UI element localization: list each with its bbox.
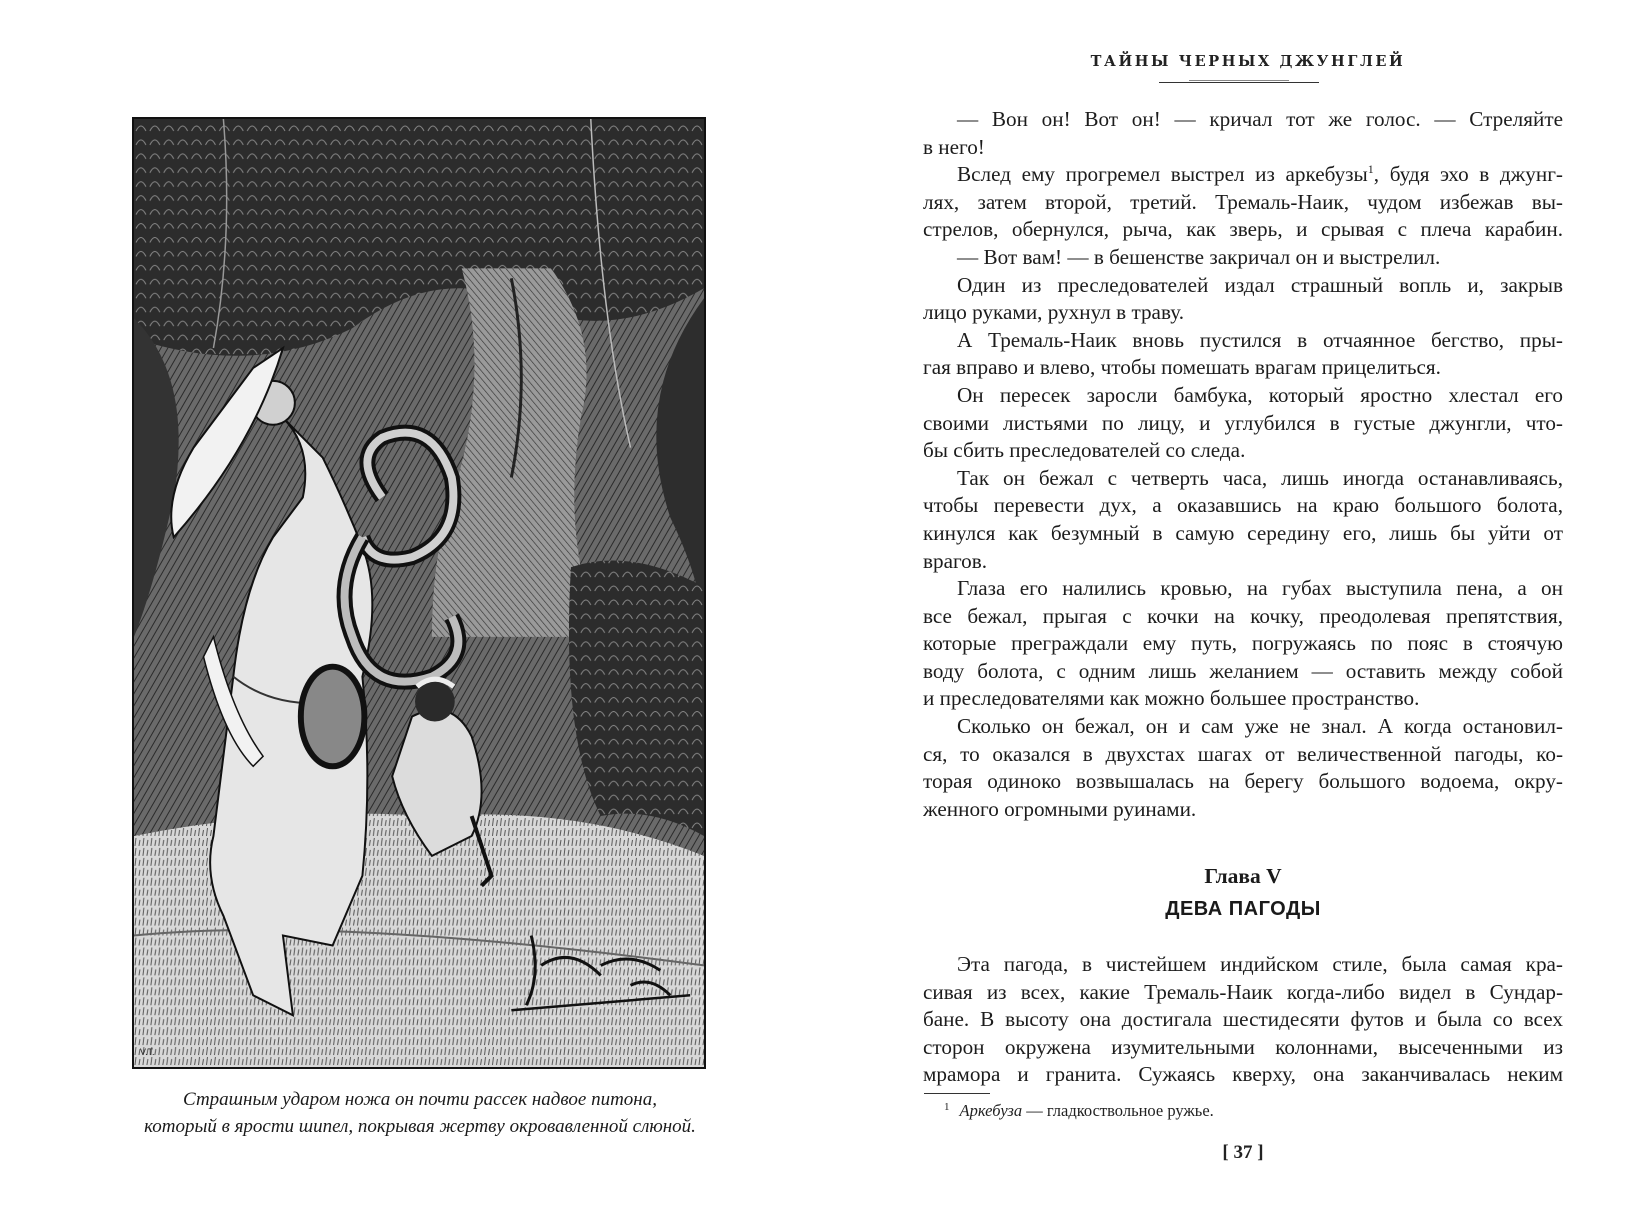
text-line: сивая из всех, какие Тремаль-Наик когда-либо видел в Сундар- bbox=[923, 979, 1563, 1004]
text-line: кинулся как безумный в самую середину его, лишь бы уйти от bbox=[923, 520, 1563, 545]
text-line: стрелов, обернулся, рыча, как зверь, и срывая с плеча карабин. bbox=[923, 217, 1563, 242]
text-line: и преследователями как можно большее пространство. bbox=[923, 686, 1420, 711]
text-line: своими листьями по лицу, и углубился в густые джунгли, что- bbox=[923, 410, 1563, 435]
text-line: лях, затем второй, третий. Тремаль-Наик, чудом избежав вы- bbox=[923, 189, 1563, 214]
text-line: бане. В высоту она достигала шестидесяти футов и была со всех bbox=[923, 1007, 1563, 1032]
footnote-text: — гладкоствольное ружье. bbox=[1022, 1101, 1214, 1120]
text-line: сторон окружена изумительными колоннами, высеченными из bbox=[923, 1034, 1563, 1059]
text-segment: , будя эхо в джунг- bbox=[1373, 162, 1563, 187]
text-line: лицо руками, рухнул в траву. bbox=[923, 300, 1185, 325]
artist-initials: V.T. bbox=[139, 1047, 155, 1058]
text-line: Один из преследователей издал страшный вопль и, закрыв bbox=[957, 272, 1563, 297]
text-line: в него! bbox=[923, 134, 985, 159]
text-line: — Вон он! Вот он! — кричал тот же голос. — Стреляйте bbox=[957, 107, 1563, 131]
footnote bbox=[944, 1101, 1544, 1121]
text-line: врагов. bbox=[923, 548, 988, 573]
illustration-caption bbox=[100, 1086, 740, 1140]
text-line: чтобы перевести дух, а оказавшись на краю большого болота, bbox=[923, 493, 1563, 518]
text-line bbox=[923, 161, 1563, 189]
left-page bbox=[0, 0, 823, 1232]
text-line: торая одиноко возвышалась на берегу большого водоема, окру- bbox=[923, 769, 1563, 794]
text-line: все бежал, прыгая с кочки на кочку, преодолевая препятствия, bbox=[923, 603, 1563, 628]
body-text-lower bbox=[923, 951, 1563, 1089]
text-line: Глаза его налились кровью, на губах выступила пена, а он bbox=[957, 576, 1563, 601]
page-number: [ 37 ] bbox=[1222, 1142, 1264, 1163]
illustration bbox=[132, 117, 706, 1069]
caption-line: который в ярости шипел, покрывая жертву окровавленной слюной. bbox=[144, 1116, 696, 1137]
text-line: мрамора и гранита. Сужаясь кверху, она заканчивалась неким bbox=[923, 1062, 1563, 1087]
text-line: женного огромными руинами. bbox=[923, 796, 1197, 821]
footnote-mark: 1 bbox=[944, 1101, 950, 1113]
text-line: ся, то оказался в двухстах шагах от величественной пагоды, ко- bbox=[923, 741, 1563, 766]
running-head: ТАЙНЫ ЧЕРНЫХ ДЖУНГЛЕЙ bbox=[1090, 53, 1406, 70]
footnote-term: Аркебуза bbox=[959, 1101, 1023, 1120]
text-line: бы сбить преследователей со следа. bbox=[923, 438, 1246, 463]
text-segment: Вслед ему прогремел выстрел из аркебузы bbox=[957, 162, 1368, 187]
text-line: которые преграждали ему путь, погружаясь по пояс в стоячую bbox=[923, 631, 1563, 656]
text-line: гая вправо и влево, чтобы помешать врагам прицелиться. bbox=[923, 355, 1441, 380]
chapter-title: ДЕВА ПАГОДЫ bbox=[1165, 898, 1321, 920]
text-line: А Тремаль-Наик вновь пустился в отчаянное бегство, пры- bbox=[957, 327, 1563, 352]
right-page bbox=[823, 0, 1647, 1232]
text-line: Он пересек заросли бамбука, который яростно хлестал его bbox=[957, 382, 1563, 407]
footnote-reference[interactable]: 1 bbox=[1367, 162, 1374, 177]
caption-line: Страшным ударом ножа он почти рассек надвое питона, bbox=[183, 1089, 657, 1110]
running-head-rule bbox=[1159, 82, 1319, 83]
body-text-upper bbox=[923, 106, 1563, 823]
text-line: Сколько он бежал, он и сам уже не знал. А когда остановил- bbox=[957, 714, 1563, 739]
chapter-number: Глава V bbox=[1204, 864, 1282, 888]
text-line: воду болота, с одним лишь желанием — оставить между собой bbox=[923, 658, 1563, 683]
text-line: Так он бежал с четверть часа, лишь иногда останавливаясь, bbox=[957, 465, 1563, 490]
text-line: — Вот вам! — в бешенстве закричал он и выстрелил. bbox=[957, 244, 1441, 269]
engraving-jungle-python-fight-icon bbox=[134, 119, 704, 1067]
footnote-rule bbox=[924, 1093, 990, 1094]
text-line: Эта пагода, в чистейшем индийском стиле, была самая кра- bbox=[957, 952, 1563, 976]
